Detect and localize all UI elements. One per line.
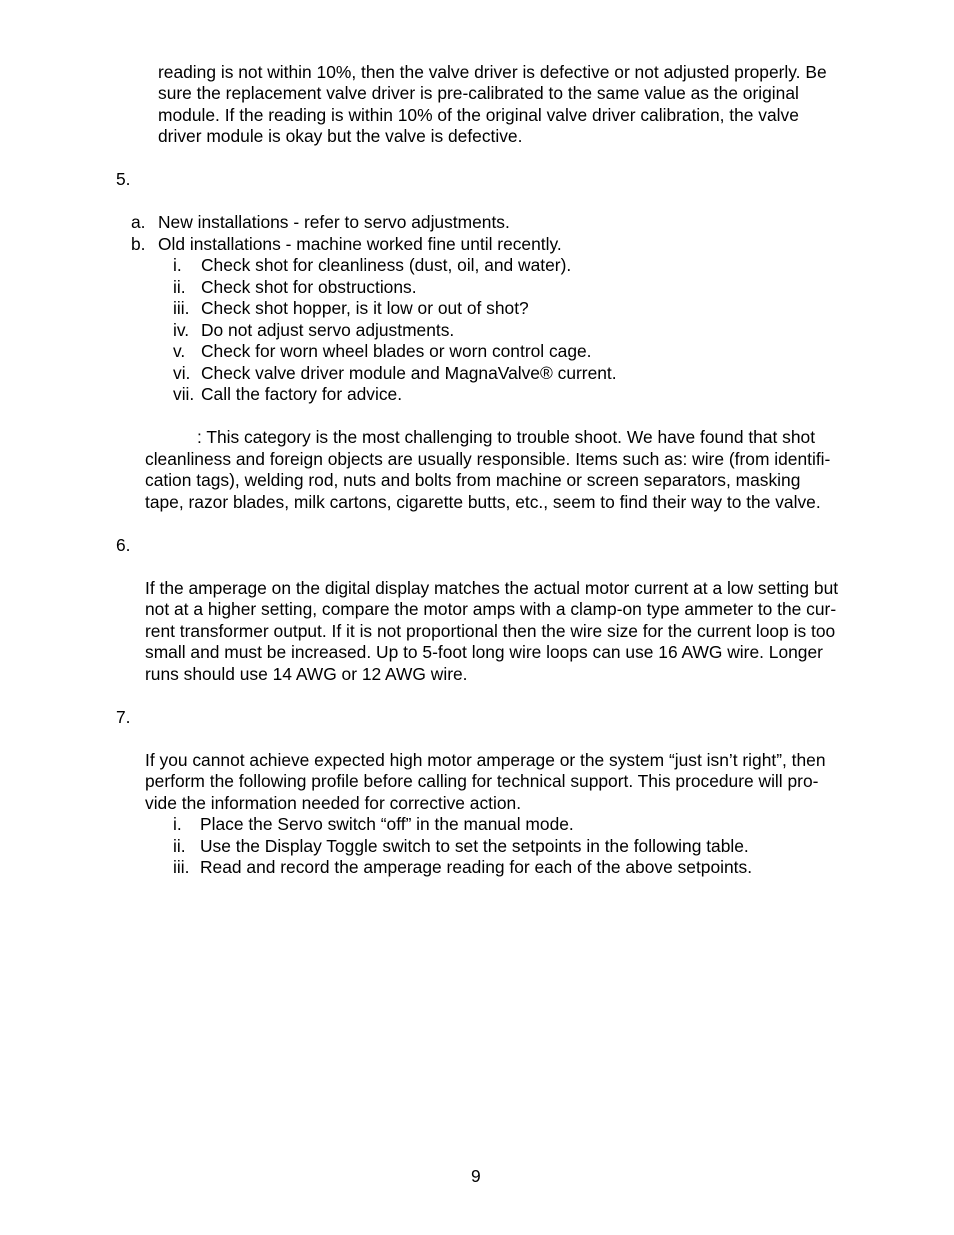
section-6-line-3: rent transformer output. If it is not proportional then the wire size for the current loop is too [145,621,836,641]
section-7-line-2: perform the following profile before calling for technical support. This procedure will pro- [145,771,819,791]
sub-item-text: Check shot for cleanliness (dust, oil, and water). [201,255,572,275]
sub-item-text: Call the factory for advice. [201,384,403,404]
sub-item-marker: vii. [173,384,195,404]
sub-item-text: Read and record the amperage reading for each of the above setpoints. [200,857,753,877]
intro-line-1: reading is not within 10%, then the valve driver is defective or not adjusted properly. Be [158,62,827,82]
section-6-line-1: If the amperage on the digital display matches the actual motor current at a low setting but [145,578,839,598]
sub-item-marker: v. [173,341,186,361]
sub-item-text: Check valve driver module and MagnaValve® current. [201,363,617,383]
sub-item-text: Place the Servo switch “off” in the manual mode. [200,814,574,834]
section-7-line-3: vide the information needed for corrective action. [145,793,522,813]
sub-item-marker: vi. [173,363,191,383]
section-6-line-5: runs should use 14 AWG or 12 AWG wire. [145,664,468,684]
item-a-text: New installations - refer to servo adjustments. [158,212,510,232]
note-line-4: tape, razor blades, milk cartons, cigarette butts, etc., seem to find their way to the valve. [145,492,821,512]
page-number: 9 [471,1166,481,1186]
sub-item-text: Check shot hopper, is it low or out of shot? [201,298,529,318]
intro-line-2: sure the replacement valve driver is pre-calibrated to the same value as the original [158,83,799,103]
section-6-line-2: not at a higher setting, compare the motor amps with a clamp-on type ammeter to the cur- [145,599,837,619]
sub-item-marker: iv. [173,320,190,340]
sub-item-marker: ii. [173,836,186,856]
sub-item-text: Check shot for obstructions. [201,277,417,297]
intro-line-4: driver module is okay but the valve is defective. [158,126,523,146]
section-7-line-1: If you cannot achieve expected high motor amperage or the system “just isn’t right”, then [145,750,826,770]
sub-item-text: Check for worn wheel blades or worn control cage. [201,341,592,361]
note-line-1: : This category is the most challenging to trouble shoot. We have found that shot [197,427,816,447]
sub-item-marker: i. [173,255,182,275]
sub-item-marker: iii. [173,857,190,877]
sub-item-marker: i. [173,814,182,834]
note-line-2: cleanliness and foreign objects are usually responsible. Items such as: wire (from identifi- [145,449,831,469]
sub-item-text: Do not adjust servo adjustments. [201,320,455,340]
note-line-3: cation tags), welding rod, nuts and bolts from machine or screen separators, masking [145,470,801,490]
section-5-number: 5. [116,169,131,189]
section-6-line-4: small and must be increased. Up to 5-foot long wire loops can use 16 AWG wire. Longer [145,642,823,662]
item-a-marker: a. [131,212,146,232]
item-b-text: Old installations - machine worked fine until recently. [158,234,562,254]
item-b-marker: b. [131,234,146,254]
sub-item-marker: ii. [173,277,186,297]
section-7-number: 7. [116,707,131,727]
section-6-number: 6. [116,535,131,555]
sub-item-text: Use the Display Toggle switch to set the setpoints in the following table. [200,836,749,856]
sub-item-marker: iii. [173,298,190,318]
intro-line-3: module. If the reading is within 10% of the original valve driver calibration, the valve [158,105,799,125]
